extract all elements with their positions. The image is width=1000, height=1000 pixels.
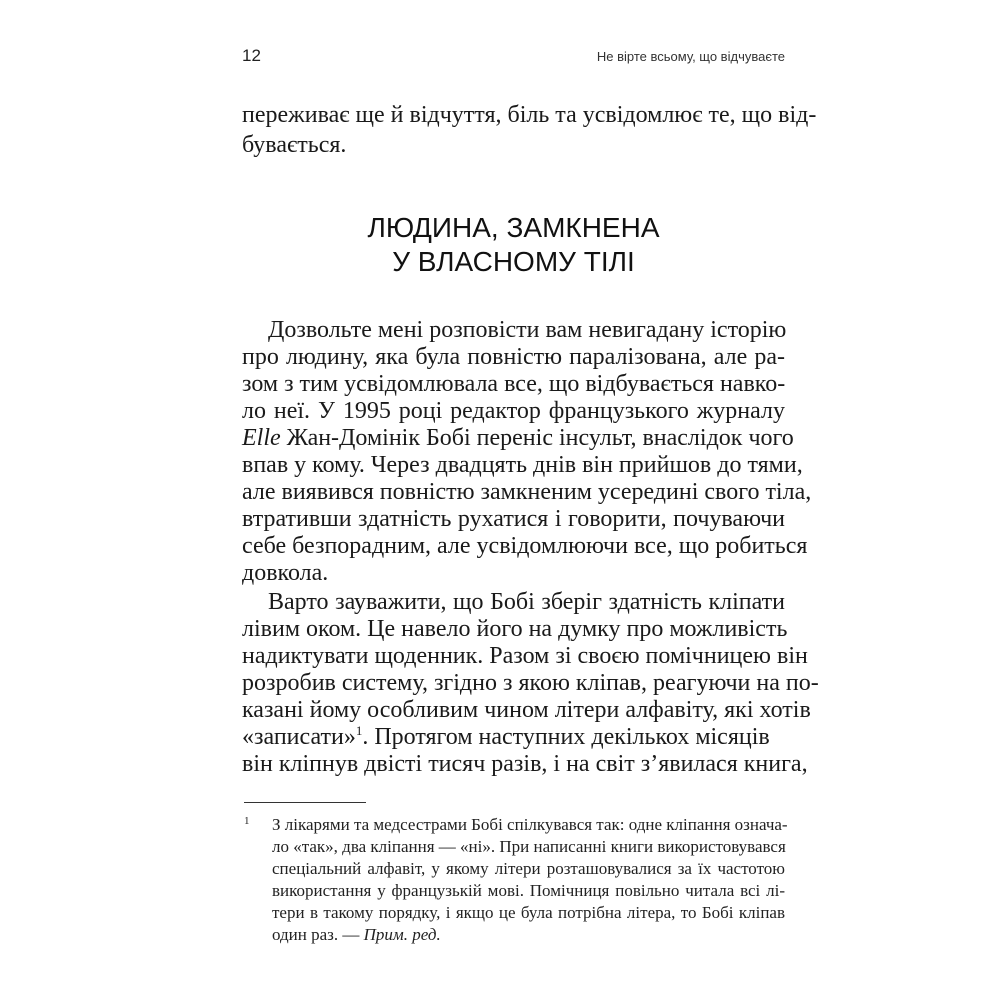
text-span bbox=[242, 722, 770, 752]
text-line bbox=[242, 722, 785, 752]
footnote-reference: 1 bbox=[355, 723, 363, 738]
magazine-title: Elle bbox=[242, 425, 281, 451]
quoted-word: «записати» bbox=[242, 724, 356, 750]
running-title: Не вірте всьому, що відчуваєте bbox=[596, 49, 785, 64]
text-line: надиктувати щоденник. Разом зі своєю помічницею він bbox=[242, 643, 808, 669]
text-line: про людину, яка була повністю паралізована, але ра- bbox=[242, 344, 785, 370]
footnote-line: спеціальний алфавіт, у якому літери розташовувалися за їх частотою bbox=[272, 859, 785, 878]
text-line: лівим оком. Це навело його на думку про можливість bbox=[242, 616, 788, 642]
heading-line: У ВЛАСНОМУ ТІЛІ bbox=[392, 246, 635, 277]
footnote-line: тери в такому порядку, і якщо це була потрібна літера, то Бобі кліпав bbox=[272, 903, 785, 922]
text-line bbox=[242, 423, 794, 453]
page-number: 12 bbox=[242, 46, 261, 65]
text-line: ло неї. У 1995 році редактор французького журналу bbox=[242, 398, 785, 424]
footnote-line: ло «так», два кліпання — «ні». При написанні книги використовувався bbox=[272, 837, 786, 856]
text-line: себе безпорадним, але усвідомлюючи все, що робиться bbox=[242, 533, 808, 559]
text-line: Варто зауважити, що Бобі зберіг здатність кліпати bbox=[268, 589, 785, 615]
text-line: Дозвольте мені розповісти вам невигадану історію bbox=[268, 317, 787, 343]
text-span: один раз. — bbox=[272, 925, 364, 944]
text-line: казані йому особливим чином літери алфавіту, які хотів bbox=[242, 697, 811, 723]
text-span: . Протягом наступних декількох місяців bbox=[362, 724, 770, 750]
footnote-marker: 1 bbox=[244, 815, 250, 827]
footnote-divider bbox=[244, 802, 366, 803]
footnote-line: З лікарями та медсестрами Бобі спілкувався так: одне кліпання означа- bbox=[272, 815, 788, 834]
text-line: розробив систему, згідно з якою кліпав, реагуючи на по- bbox=[242, 670, 819, 696]
text-line: бувається. bbox=[242, 132, 347, 158]
footnote-line bbox=[272, 924, 785, 946]
text-line: зом з тим усвідомлювала все, що відбувається навко- bbox=[242, 371, 786, 397]
text-line: але виявився повністю замкненим усередині свого тіла, bbox=[242, 479, 812, 505]
text-span: Жан-Домінік Бобі переніс інсульт, внаслідок чого bbox=[280, 425, 794, 451]
editor-note: Прим. ред. bbox=[363, 925, 441, 944]
text-line: переживає ще й відчуття, біль та усвідомлює те, що від- bbox=[242, 102, 817, 128]
text-line: втративши здатність рухатися і говорити, почуваючи bbox=[242, 506, 785, 532]
heading-line: ЛЮДИНА, ЗАМКНЕНА bbox=[367, 212, 660, 243]
text-line: впав у кому. Через двадцять днів він прийшов до тями, bbox=[242, 452, 803, 478]
text-line: довкола. bbox=[242, 560, 329, 586]
footnote-line: використання у французькій мові. Помічниця повільно читала всі лі- bbox=[272, 881, 785, 900]
text-line: він кліпнув двісті тисяч разів, і на світ з’явилася книга, bbox=[242, 751, 808, 777]
